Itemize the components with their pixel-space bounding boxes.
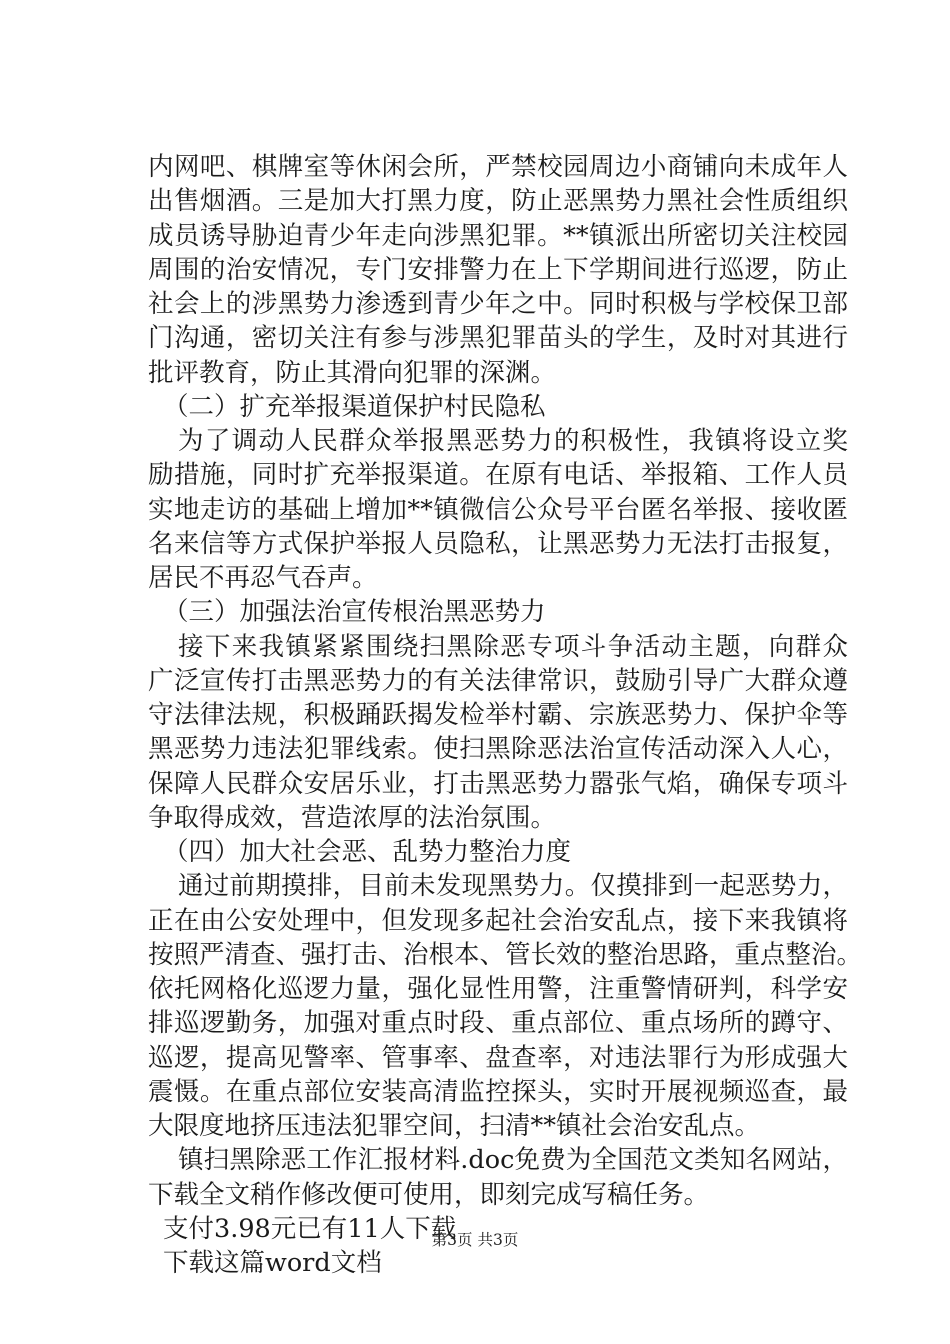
- section-heading: （二）扩充举报渠道保护村民隐私: [163, 391, 546, 422]
- text-line: 实地走访的基础上增加**镇微信公众号平台匿名举报、接收匿: [148, 494, 848, 525]
- text-line: 成员诱导胁迫青少年走向涉黑犯罪。**镇派出所密切关注校园: [148, 220, 848, 251]
- page-indicator: 第3页 共3页: [431, 1231, 519, 1249]
- text-line: 社会上的涉黑势力渗透到青少年之中。同时积极与学校保卫部: [148, 289, 848, 319]
- download-link[interactable]: 下载这篇word文档: [163, 1248, 382, 1278]
- text-line: 大限度地挤压违法犯罪空间，扫清**镇社会治安乱点。: [148, 1111, 761, 1141]
- text-line: 按照严清查、强打击、治根本、管长效的整治思路，重点整治。: [148, 939, 863, 970]
- text-line: 正在由公安处理中，但发现多起社会治安乱点，接下来我镇将: [148, 905, 848, 936]
- text-line: 巡逻，提高见警率、管事率、盘查率，对违法罪行为形成强大: [148, 1042, 848, 1073]
- text-line: 门沟通，密切关注有参与涉黑犯罪苗头的学生，及时对其进行: [148, 323, 848, 354]
- text-line: 争取得成效，营造浓厚的法治氛围。: [148, 802, 557, 833]
- text-line: 排巡逻勤务，加强对重点时段、重点部位、重点场所的蹲守、: [148, 1008, 848, 1039]
- text-line: 出售烟酒。三是加大打黑力度，防止恶黑势力黑社会性质组织: [148, 186, 848, 217]
- text-line: 下载全文稍作修改便可使用，即刻完成写稿任务。: [148, 1179, 710, 1210]
- text-line: 接下来我镇紧紧围绕扫黑除恶专项斗争活动主题，向群众: [178, 631, 848, 662]
- text-line: 守法律法规，积极踊跃揭发检举村霸、宗族恶势力、保护伞等: [148, 700, 848, 730]
- text-line: 为了调动人民群众举报黑恶势力的积极性，我镇将设立奖: [178, 426, 848, 456]
- download-info: 支付3.98元已有11人下载: [163, 1213, 457, 1244]
- text-line: 镇扫黑除恶工作汇报材料.doc免费为全国范文类知名网站，: [178, 1145, 848, 1176]
- text-line: 内网吧、棋牌室等休闲会所，严禁校园周边小商铺向未成年人: [148, 152, 848, 182]
- section-heading: （三）加强法治宣传根治黑恶势力: [163, 597, 546, 628]
- text-line: 批评教育，防止其滑向犯罪的深渊。: [148, 357, 557, 388]
- text-line: 通过前期摸排，目前未发现黑势力。仅摸排到一起恶势力，: [178, 871, 848, 902]
- text-line: 保障人民群众安居乐业，打击黑恶势力嚣张气焰，确保专项斗: [148, 768, 848, 799]
- text-line: 依托网格化巡逻力量，强化显性用警，注重警情研判，科学安: [148, 974, 848, 1004]
- section-heading: （四）加大社会恶、乱势力整治力度: [163, 837, 572, 867]
- text-line: 黑恶势力违法犯罪线索。使扫黑除恶法治宣传活动深入人心，: [148, 734, 848, 765]
- text-line: 广泛宣传打击黑恶势力的有关法律常识，鼓励引导广大群众遵: [148, 665, 848, 696]
- text-line: 周围的治安情况，专门安排警力在上下学期间进行巡逻，防止: [148, 254, 848, 285]
- text-line: 居民不再忍气吞声。: [148, 563, 378, 593]
- text-line: 名来信等方式保护举报人员隐私，让黑恶势力无法打击报复，: [148, 528, 848, 559]
- text-line: 震慑。在重点部位安装高清监控探头，实时开展视频巡查，最: [148, 1076, 848, 1107]
- document-body: [148, 150, 863, 1280]
- text-line: 励措施，同时扩充举报渠道。在原有电话、举报箱、工作人员: [148, 460, 848, 491]
